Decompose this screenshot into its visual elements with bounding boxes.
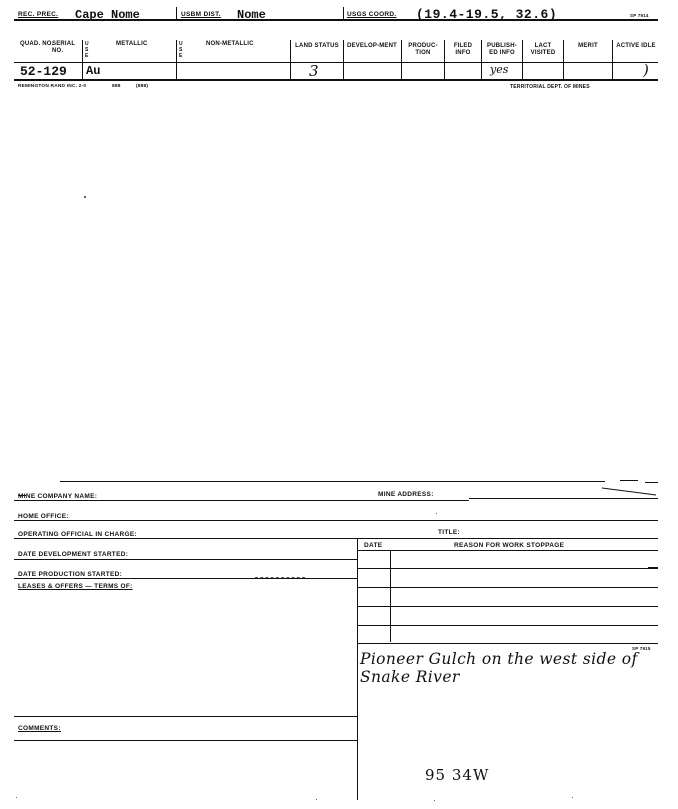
location-note-line-1: Pioneer Gulch on the west side of xyxy=(360,650,638,668)
date-column-header: DATE xyxy=(364,542,383,549)
rec-prec-label: REC. PREC. xyxy=(18,11,59,18)
reason-column-header: REASON FOR WORK STOPPAGE xyxy=(454,542,565,549)
active-idle-value: ) xyxy=(643,61,649,79)
mine-address-label: MINE ADDRESS: xyxy=(378,491,434,498)
mine-company-name-label: MINE COMPANY NAME: xyxy=(18,493,98,500)
date-production-label: DATE PRODUCTION STARTED: xyxy=(18,571,123,578)
filed-info-header: FILED INFO xyxy=(453,43,473,56)
top-footer-code1: 888 xyxy=(112,84,121,89)
operating-official-label: OPERATING OFFICIAL IN CHARGE: xyxy=(18,531,137,538)
production-header: PRODUC-TION xyxy=(408,43,438,56)
scribble-mark xyxy=(600,486,658,498)
home-office-label: HOME OFFICE: xyxy=(18,513,69,520)
top-form-code: SP 7914 xyxy=(630,13,649,18)
bottom-form-code: SP 7915 xyxy=(632,646,651,651)
published-info-value: yes xyxy=(490,63,509,76)
top-footer-left: REMINGTON RAND INC. 2-0 xyxy=(18,84,87,89)
date-development-label: DATE DEVELOPMENT STARTED: xyxy=(18,551,129,558)
top-footer-code2: (888) xyxy=(136,84,149,89)
published-info-header: PUBLISH-ED INFO xyxy=(487,43,517,56)
merit-header: MERIT xyxy=(578,43,598,49)
land-status-header: LAND STATUS xyxy=(295,43,339,49)
usgs-coord-label: USGS COORD. xyxy=(347,11,397,18)
serial-no-header: SERIAL NO. xyxy=(52,41,76,54)
nonmetallic-header: NON-METALLIC xyxy=(206,41,254,47)
usgs-coord-value: (19.4-19.5, 32.6) xyxy=(416,7,558,22)
usbm-dist-label: USBM DIST. xyxy=(181,11,221,18)
location-note-line-2: Snake River xyxy=(360,668,460,686)
metallic-value: Au xyxy=(86,64,101,78)
usbm-dist-value: Nome xyxy=(237,8,266,22)
metallic-use-header: U S E xyxy=(85,41,89,59)
nonmetallic-use-header: U S E xyxy=(179,41,183,59)
development-header: DEVELOP-MENT xyxy=(346,43,398,49)
quad-no-header: QUAD. NO. xyxy=(20,41,54,47)
bottom-handwritten-number: 95 34W xyxy=(425,766,490,784)
rec-prec-value: Cape Nome xyxy=(75,8,140,22)
comments-label: COMMENTS: xyxy=(18,725,61,732)
leases-offers-label: LEASES & OFFERS — TERMS OF: xyxy=(18,583,133,590)
top-footer-right: TERRITORIAL DEPT. OF MINES xyxy=(510,84,590,90)
active-idle-header: ACTIVE IDLE xyxy=(616,43,656,49)
land-status-value: 3 xyxy=(309,62,319,80)
metallic-header: METALLIC xyxy=(116,41,148,47)
last-visited-header: LACT VISITED xyxy=(530,43,556,56)
quad-serial-value: 52-129 xyxy=(20,64,67,79)
title-label: TITLE: xyxy=(438,529,461,536)
